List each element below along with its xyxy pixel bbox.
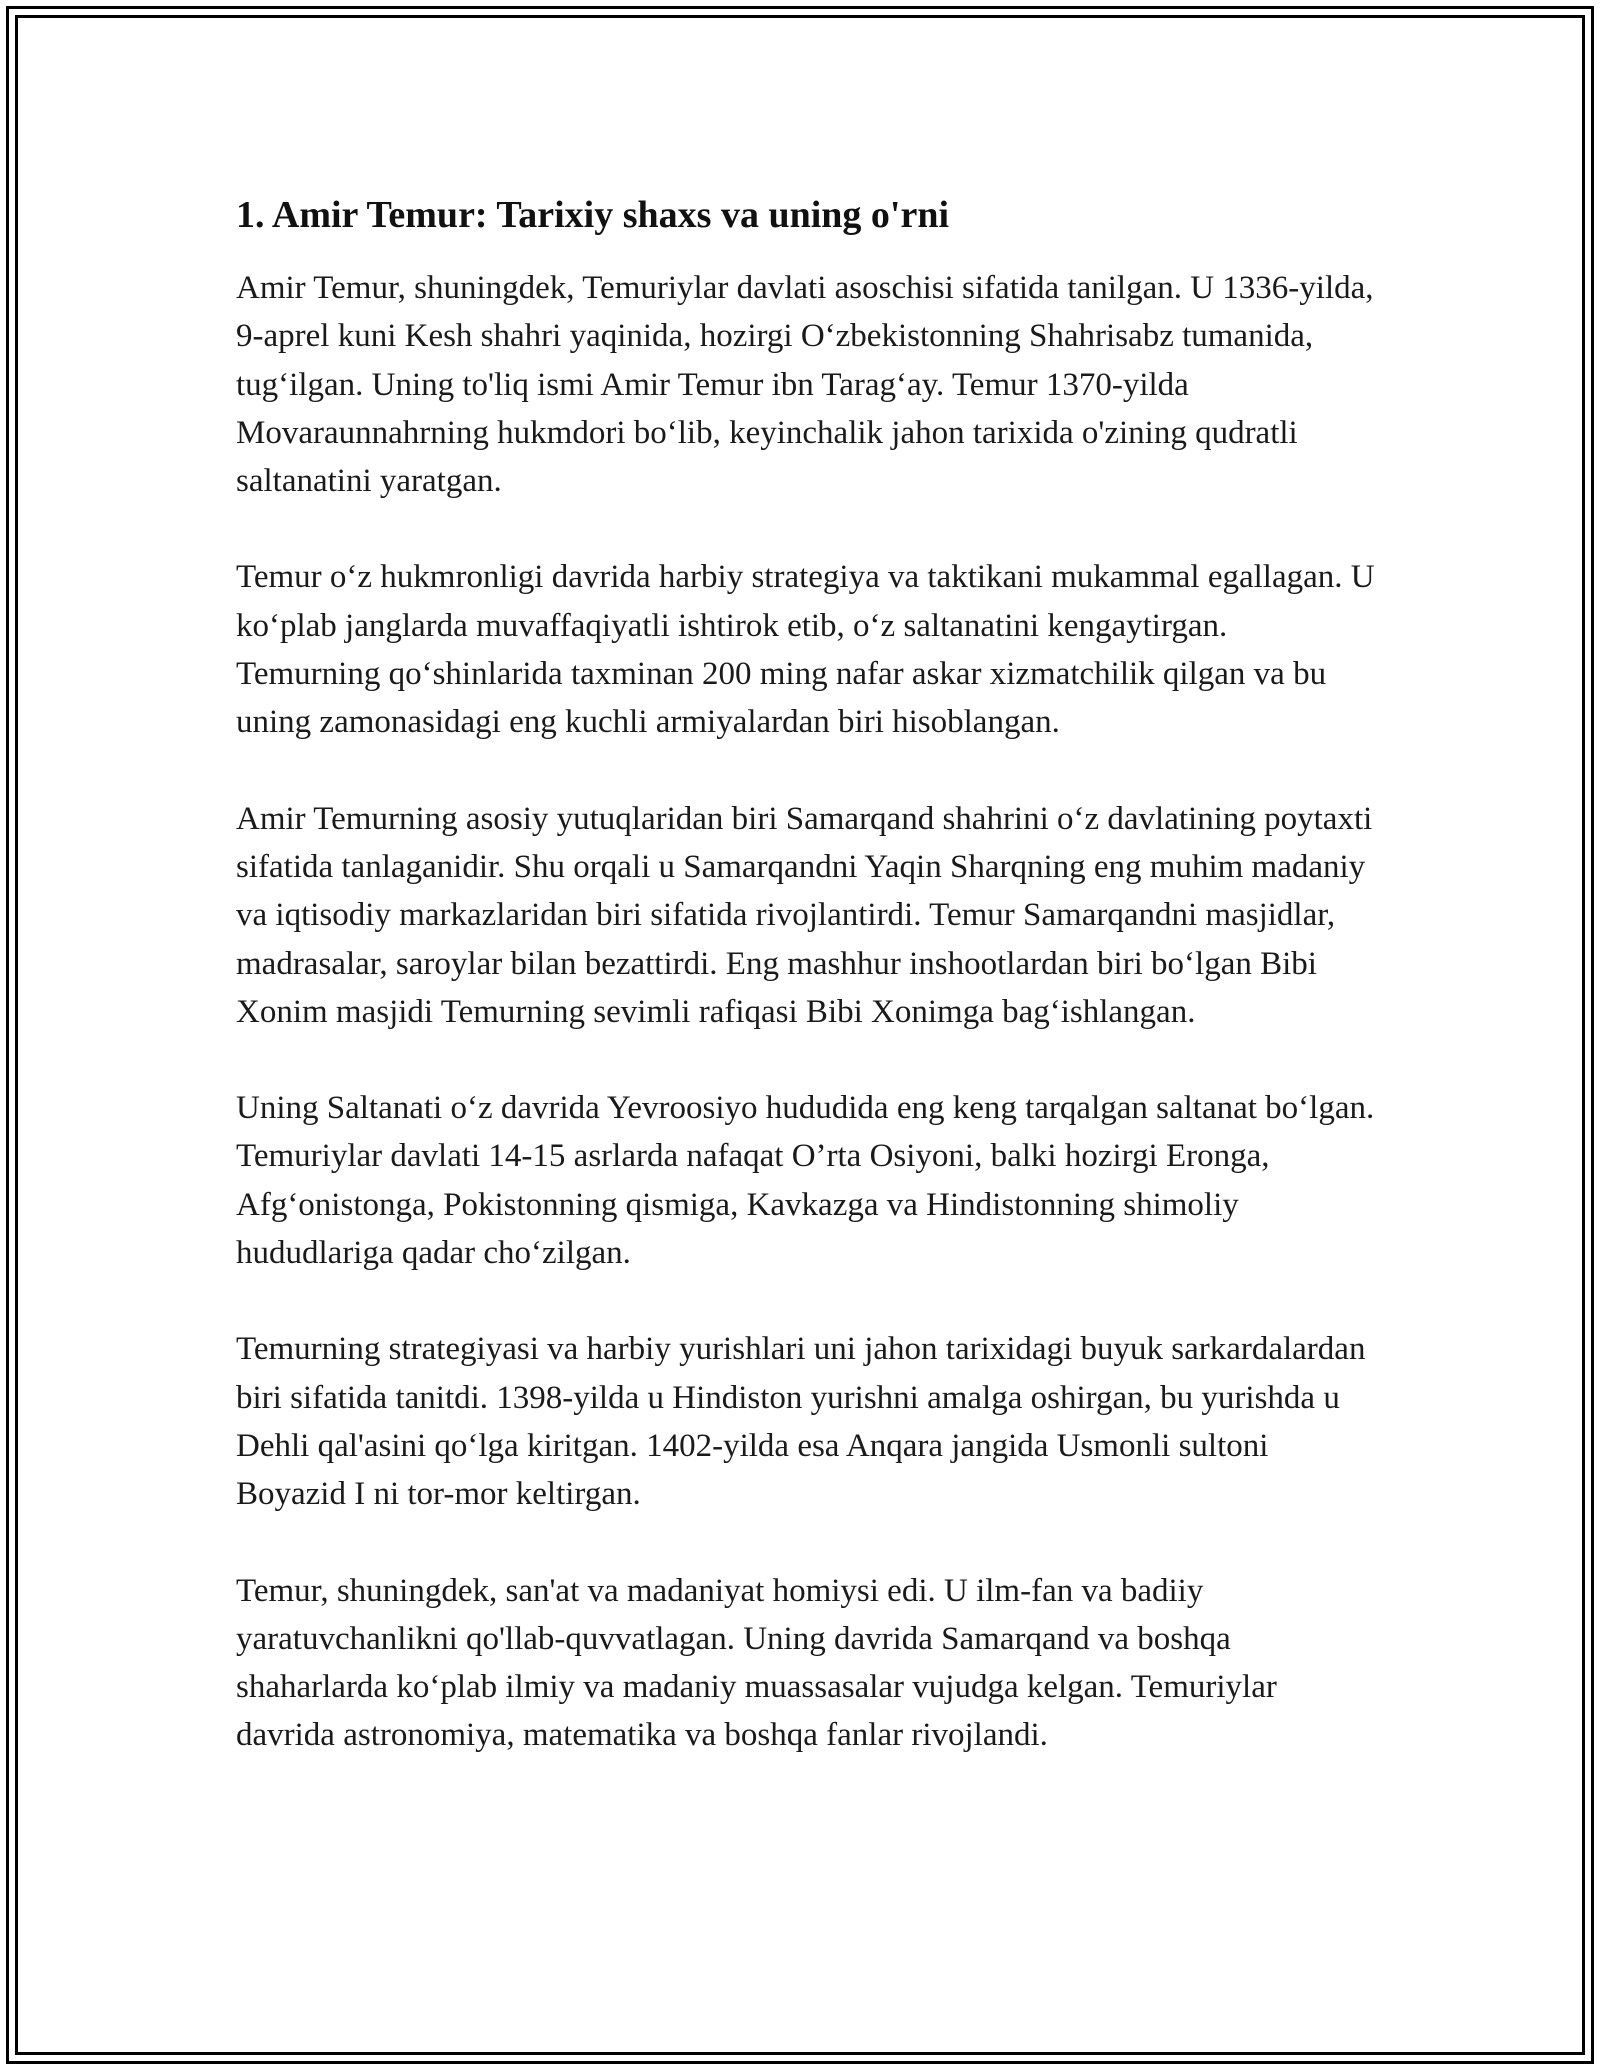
section-heading: 1. Amir Temur: Tarixiy shaxs va uning o'rni <box>236 194 950 236</box>
paragraph-military: Temur o‘z hukmronligi davrida harbiy strategiya va taktikani mukammal egallagan. U ko‘plab janglarda muvaffaqiyatli ishtirok etib, o‘z saltanatini kengaytirgan. Temurning qo‘shinlarida taxminan 200 ming nafar askar xizmatchilik qilgan va bu uning zamonasidagi eng kuchli armiyalardan biri hisoblangan. <box>236 559 1375 741</box>
paragraph-birth: Amir Temur, shuningdek, Temuriylar davlati asoschisi sifatida tanilgan. U 1336-yilda, 9-aprel kuni Kesh shahri yaqinida, hozirgi O‘zbekistonning Shahrisabz tumanida, tug‘ilgan. Uning to'liq ismi Amir Temur ibn Tarag‘ay. Temur 1370-yilda Movaraunnahrning hukmdori bo‘lib, keyinchalik jahon tarixida o'zining qudratli saltanatini yaratgan. <box>236 270 1374 500</box>
document-body <box>236 188 1376 1808</box>
paragraph-samarkand: Amir Temurning asosiy yutuqlaridan biri Samarqand shahrini o‘z davlatining poytaxti sifatida tanlaganidir. Shu orqali u Samarqandni Yaqin Sharqning eng muhim madaniy va iqtisodiy markazlaridan biri sifatida rivojlantirdi. Temur Samarqandni masjidlar, madrasalar, saroylar bilan bezattirdi. Eng mashhur inshootlardan biri bo‘lgan Bibi Xonim masjidi Temurning sevimli rafiqasi Bibi Xonimga bag‘ishlangan. <box>236 800 1373 1030</box>
paragraph-culture: Temur, shuningdek, san'at va madaniyat homiysi edi. U ilm-fan va badiiy yaratuvchanlikni qo'llab-quvvatlagan. Uning davrida Samarqand va boshqa shaharlarda ko‘plab ilmiy va madaniy muassasalar vujudga kelgan. Temuriylar davrida astronomiya, matematika va boshqa fanlar rivojlandi. <box>236 1572 1277 1754</box>
paragraph-campaigns: Temurning strategiyasi va harbiy yurishlari uni jahon tarixidagi buyuk sarkardalardan biri sifatida tanitdi. 1398-yilda u Hindiston yurishni amalga oshirgan, bu yurishda u Dehli qal'asini qo‘lga kiritgan. 1402-yilda esa Anqara jangida Usmonli sultoni Boyazid I ni tor-mor keltirgan. <box>236 1331 1366 1513</box>
paragraph-empire: Uning Saltanati o‘z davrida Yevroosiyo hududida eng keng tarqalgan saltanat bo‘lgan. Temuriylar davlati 14-15 asrlarda nafaqat O’rta Osiyoni, balki hozirgi Eronga, Afg‘onistonga, Pokistonning qismiga, Kavkazga va Hindistonning shimoliy hududlariga qadar cho‘zilgan. <box>236 1090 1375 1272</box>
